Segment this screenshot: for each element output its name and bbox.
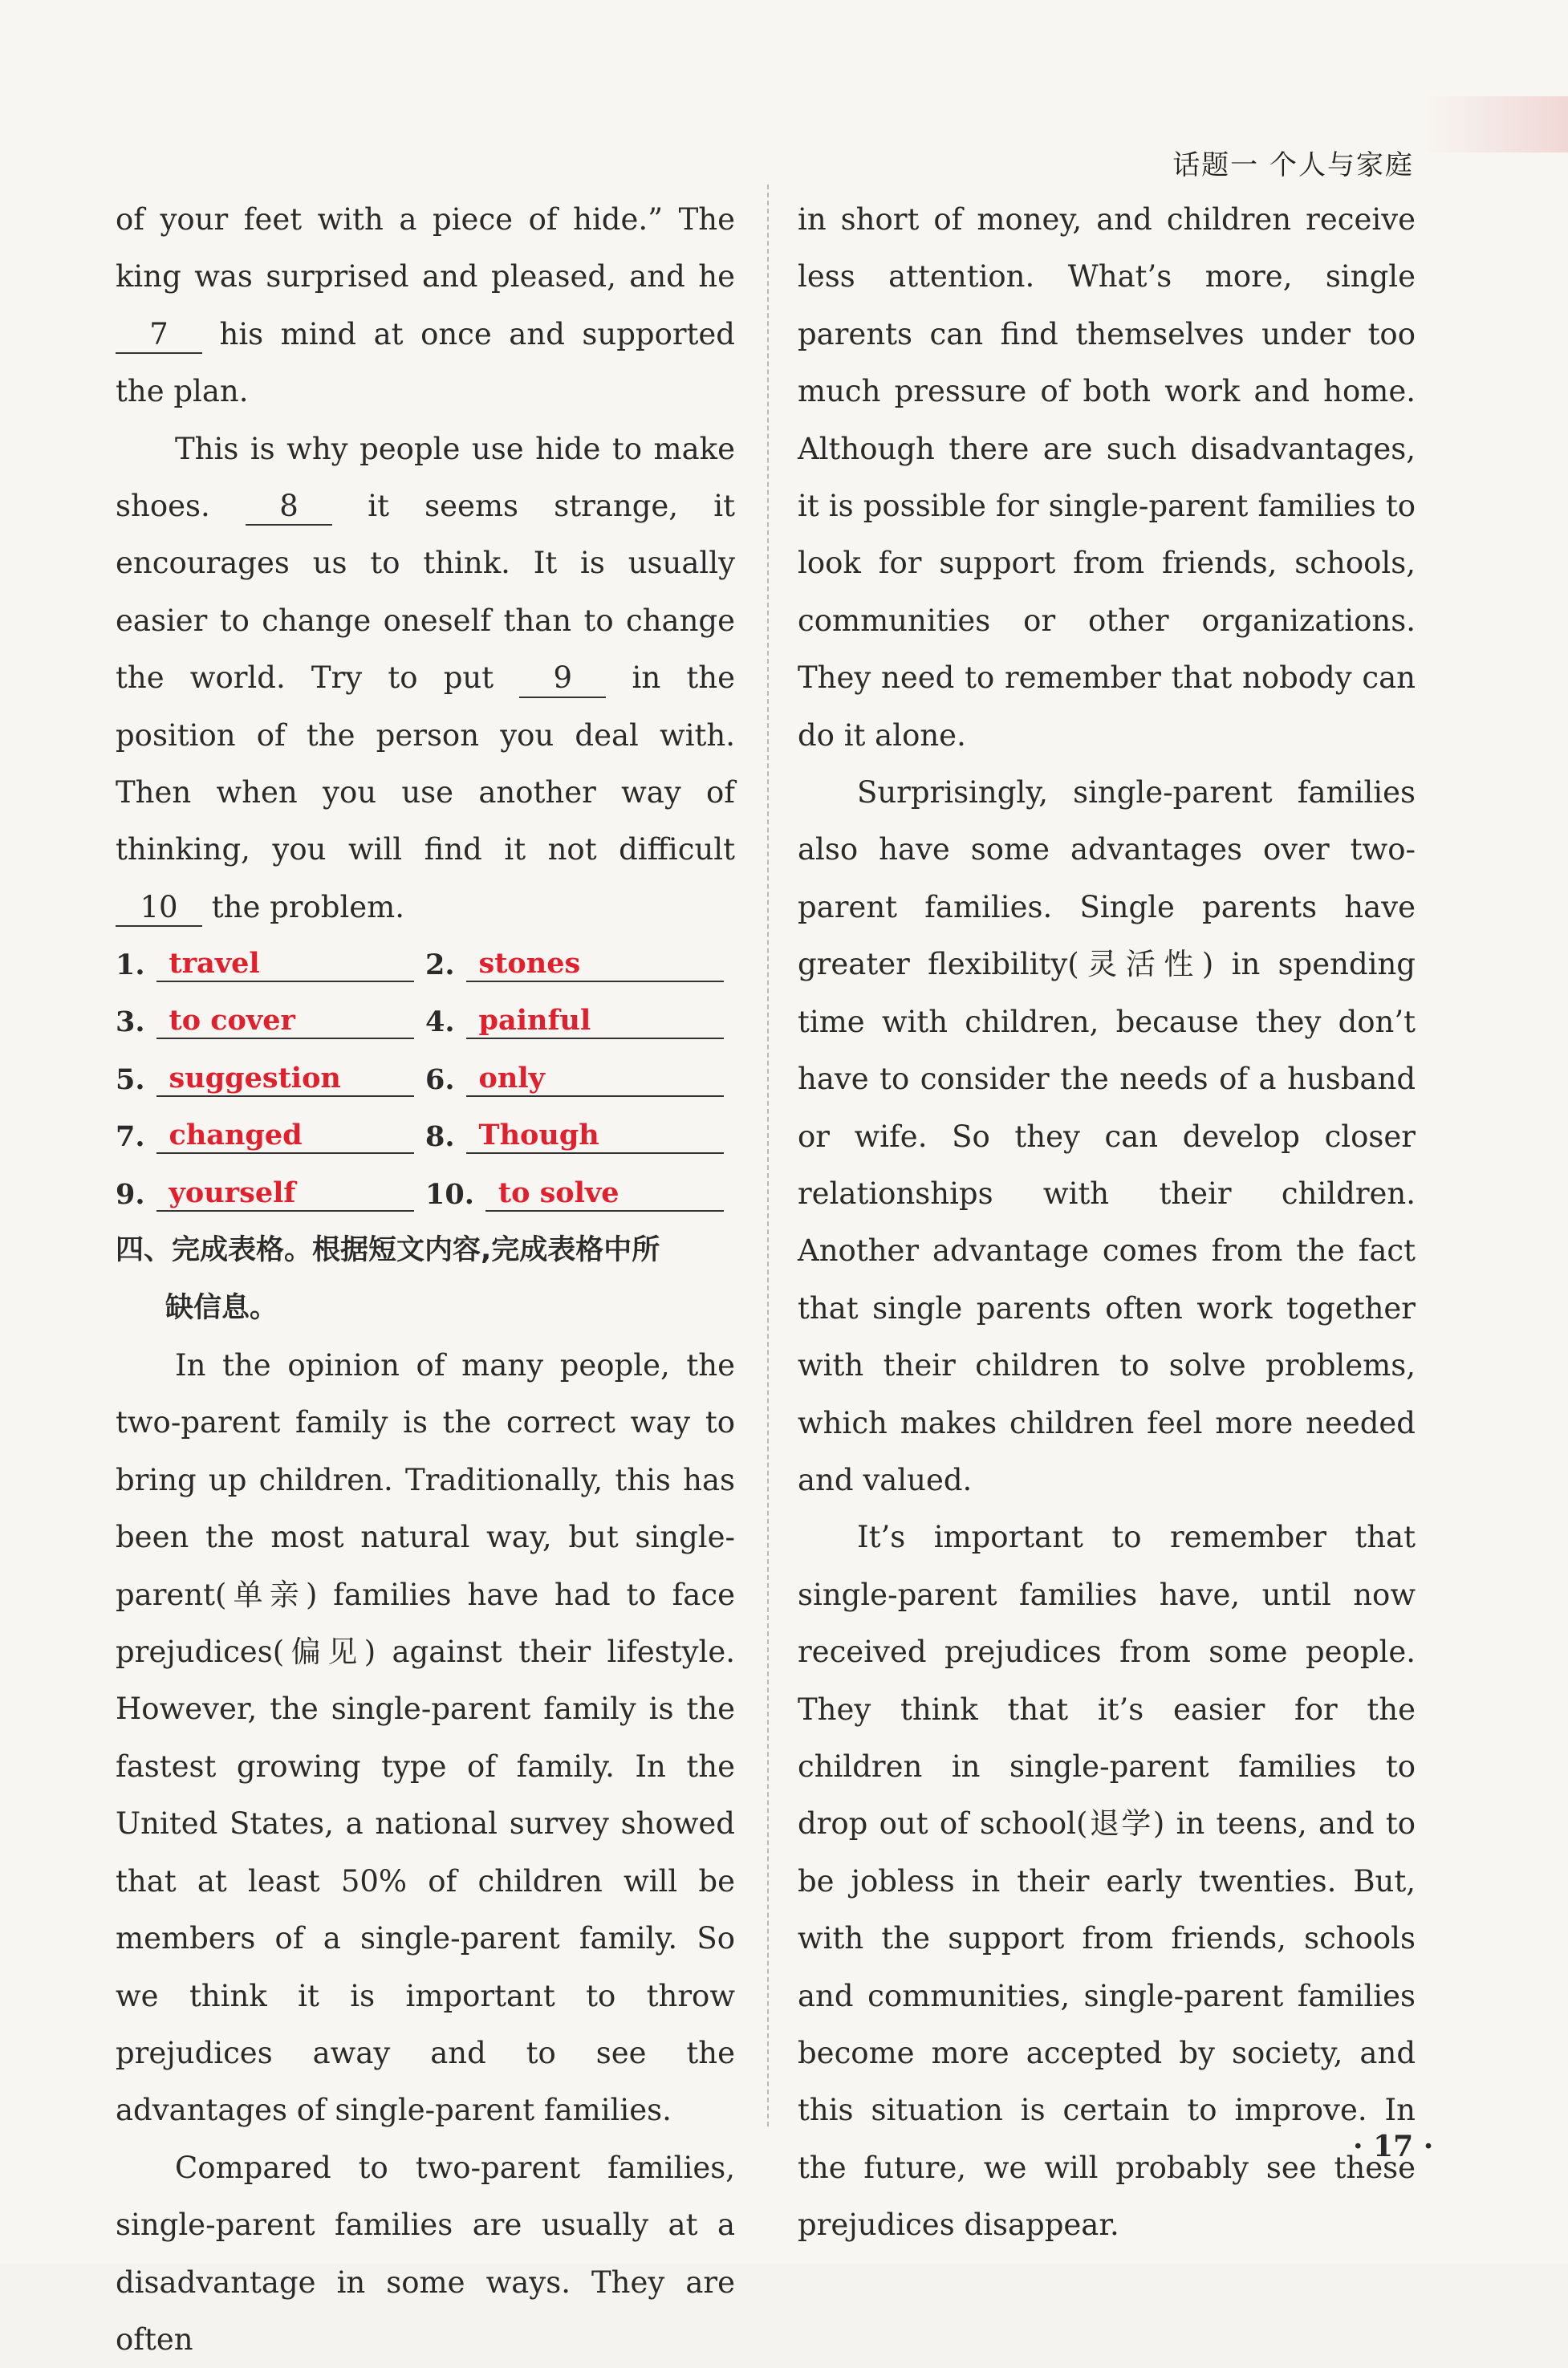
paragraph: Surprisingly, single-parent families also have some advantages over two-parent families. Single parents have greater flexibility(灵活性) in spending time with children, because they don’t have to consider the needs of a husband or wife. So they can develop closer relationships with their children. Another advantage comes from the fact that single parents often work together with their children to solve problems, which makes children feel more needed and valued. xyxy=(798,775,1416,1497)
answer-item: 9. yourself xyxy=(116,1176,425,1212)
paragraph: In the opinion of many people, the two-parent family is the correct way to bring up children. Traditionally, this has been the most natural way, but single-parent(单亲) families have had to face prejudices(偏见) against their lifestyle. However, the single-parent family is the fastest growing type of family. In the United States, a national survey showed that at least 50% of children will be members of a single-parent family. So we think it is important to throw prejudices away and to see the advantages of single-parent families. xyxy=(116,1348,735,2128)
answer-text: painful xyxy=(466,1004,724,1039)
paragraph: Compared to two-parent families, single-parent families are usually at a disadvantage in some ways. They are often xyxy=(116,2150,735,2357)
answer-row xyxy=(116,1107,735,1164)
answer-text: to cover xyxy=(156,1004,414,1039)
answer-key xyxy=(116,936,735,1222)
answer-item: 6. only xyxy=(425,1062,735,1097)
paragraph: This is why people use hide to make shoes. 8 it seems strange, it encourages us to think. It is usually easier to change oneself than to change the world. Try to put 9 in the position of the person you deal with. Then when you use another way of thinking, you will find it not difficult 10 the problem. xyxy=(116,420,735,936)
blank-10: 10 xyxy=(116,890,202,927)
blank-8: 8 xyxy=(246,489,332,526)
answer-text: travel xyxy=(156,947,414,982)
answer-row xyxy=(116,1165,735,1222)
right-column xyxy=(798,191,1416,2254)
answer-item: 10. to solve xyxy=(425,1176,735,1212)
running-title: 话题一 个人与家庭 xyxy=(1172,149,1414,181)
blank-9: 9 xyxy=(519,660,606,697)
answer-item: 7. changed xyxy=(116,1119,425,1154)
page-number: · 17 · xyxy=(1353,2130,1434,2163)
section-heading: 四、完成表格。根据短文内容,完成表格中所 缺信息。 xyxy=(116,1234,660,1324)
answer-item: 5. suggestion xyxy=(116,1062,425,1097)
answer-item: 4. painful xyxy=(425,1004,735,1039)
answer-row xyxy=(116,1050,735,1107)
blank-7: 7 xyxy=(116,317,202,354)
column-divider xyxy=(767,185,769,2126)
corner-stain xyxy=(1424,96,1568,152)
paragraph: It’s important to remember that single-parent families have, until now received prejudices from some people. They think that it’s easier for the children in single-parent families to drop out of school(退学) in teens, and to be jobless in their early twenties. But, with the support from friends, schools and communities, single-parent families become more accepted by society, and this situation is certain to improve. In the future, we will probably see these prejudices disappear. xyxy=(798,1520,1416,2243)
paragraph: in short of money, and children receive less attention. What’s more, single parents can find themselves under too much pressure of both work and home. Although there are such disadvantages, it is possible for single-parent families to look for support from friends, schools, communities or other organizations. They need to remember that nobody can do it alone. xyxy=(798,202,1416,753)
answer-text: only xyxy=(466,1062,724,1097)
answer-row xyxy=(116,936,735,993)
answer-text: to solve xyxy=(485,1176,724,1212)
answer-item: 3. to cover xyxy=(116,1004,425,1039)
paragraph: of your feet with a piece of hide.” The king was surprised and pleased, and he 7 his mind at once and supported the plan. xyxy=(116,202,735,409)
answer-text: Though xyxy=(466,1119,724,1154)
answer-row xyxy=(116,993,735,1050)
left-column xyxy=(116,191,735,2368)
answer-text: suggestion xyxy=(156,1062,414,1097)
answer-text: stones xyxy=(466,947,724,982)
answer-item: 1. travel xyxy=(116,947,425,982)
answer-item: 8. Though xyxy=(425,1119,735,1154)
answer-item: 2. stones xyxy=(425,947,735,982)
answer-text: changed xyxy=(156,1119,414,1154)
answer-text: yourself xyxy=(156,1176,414,1212)
